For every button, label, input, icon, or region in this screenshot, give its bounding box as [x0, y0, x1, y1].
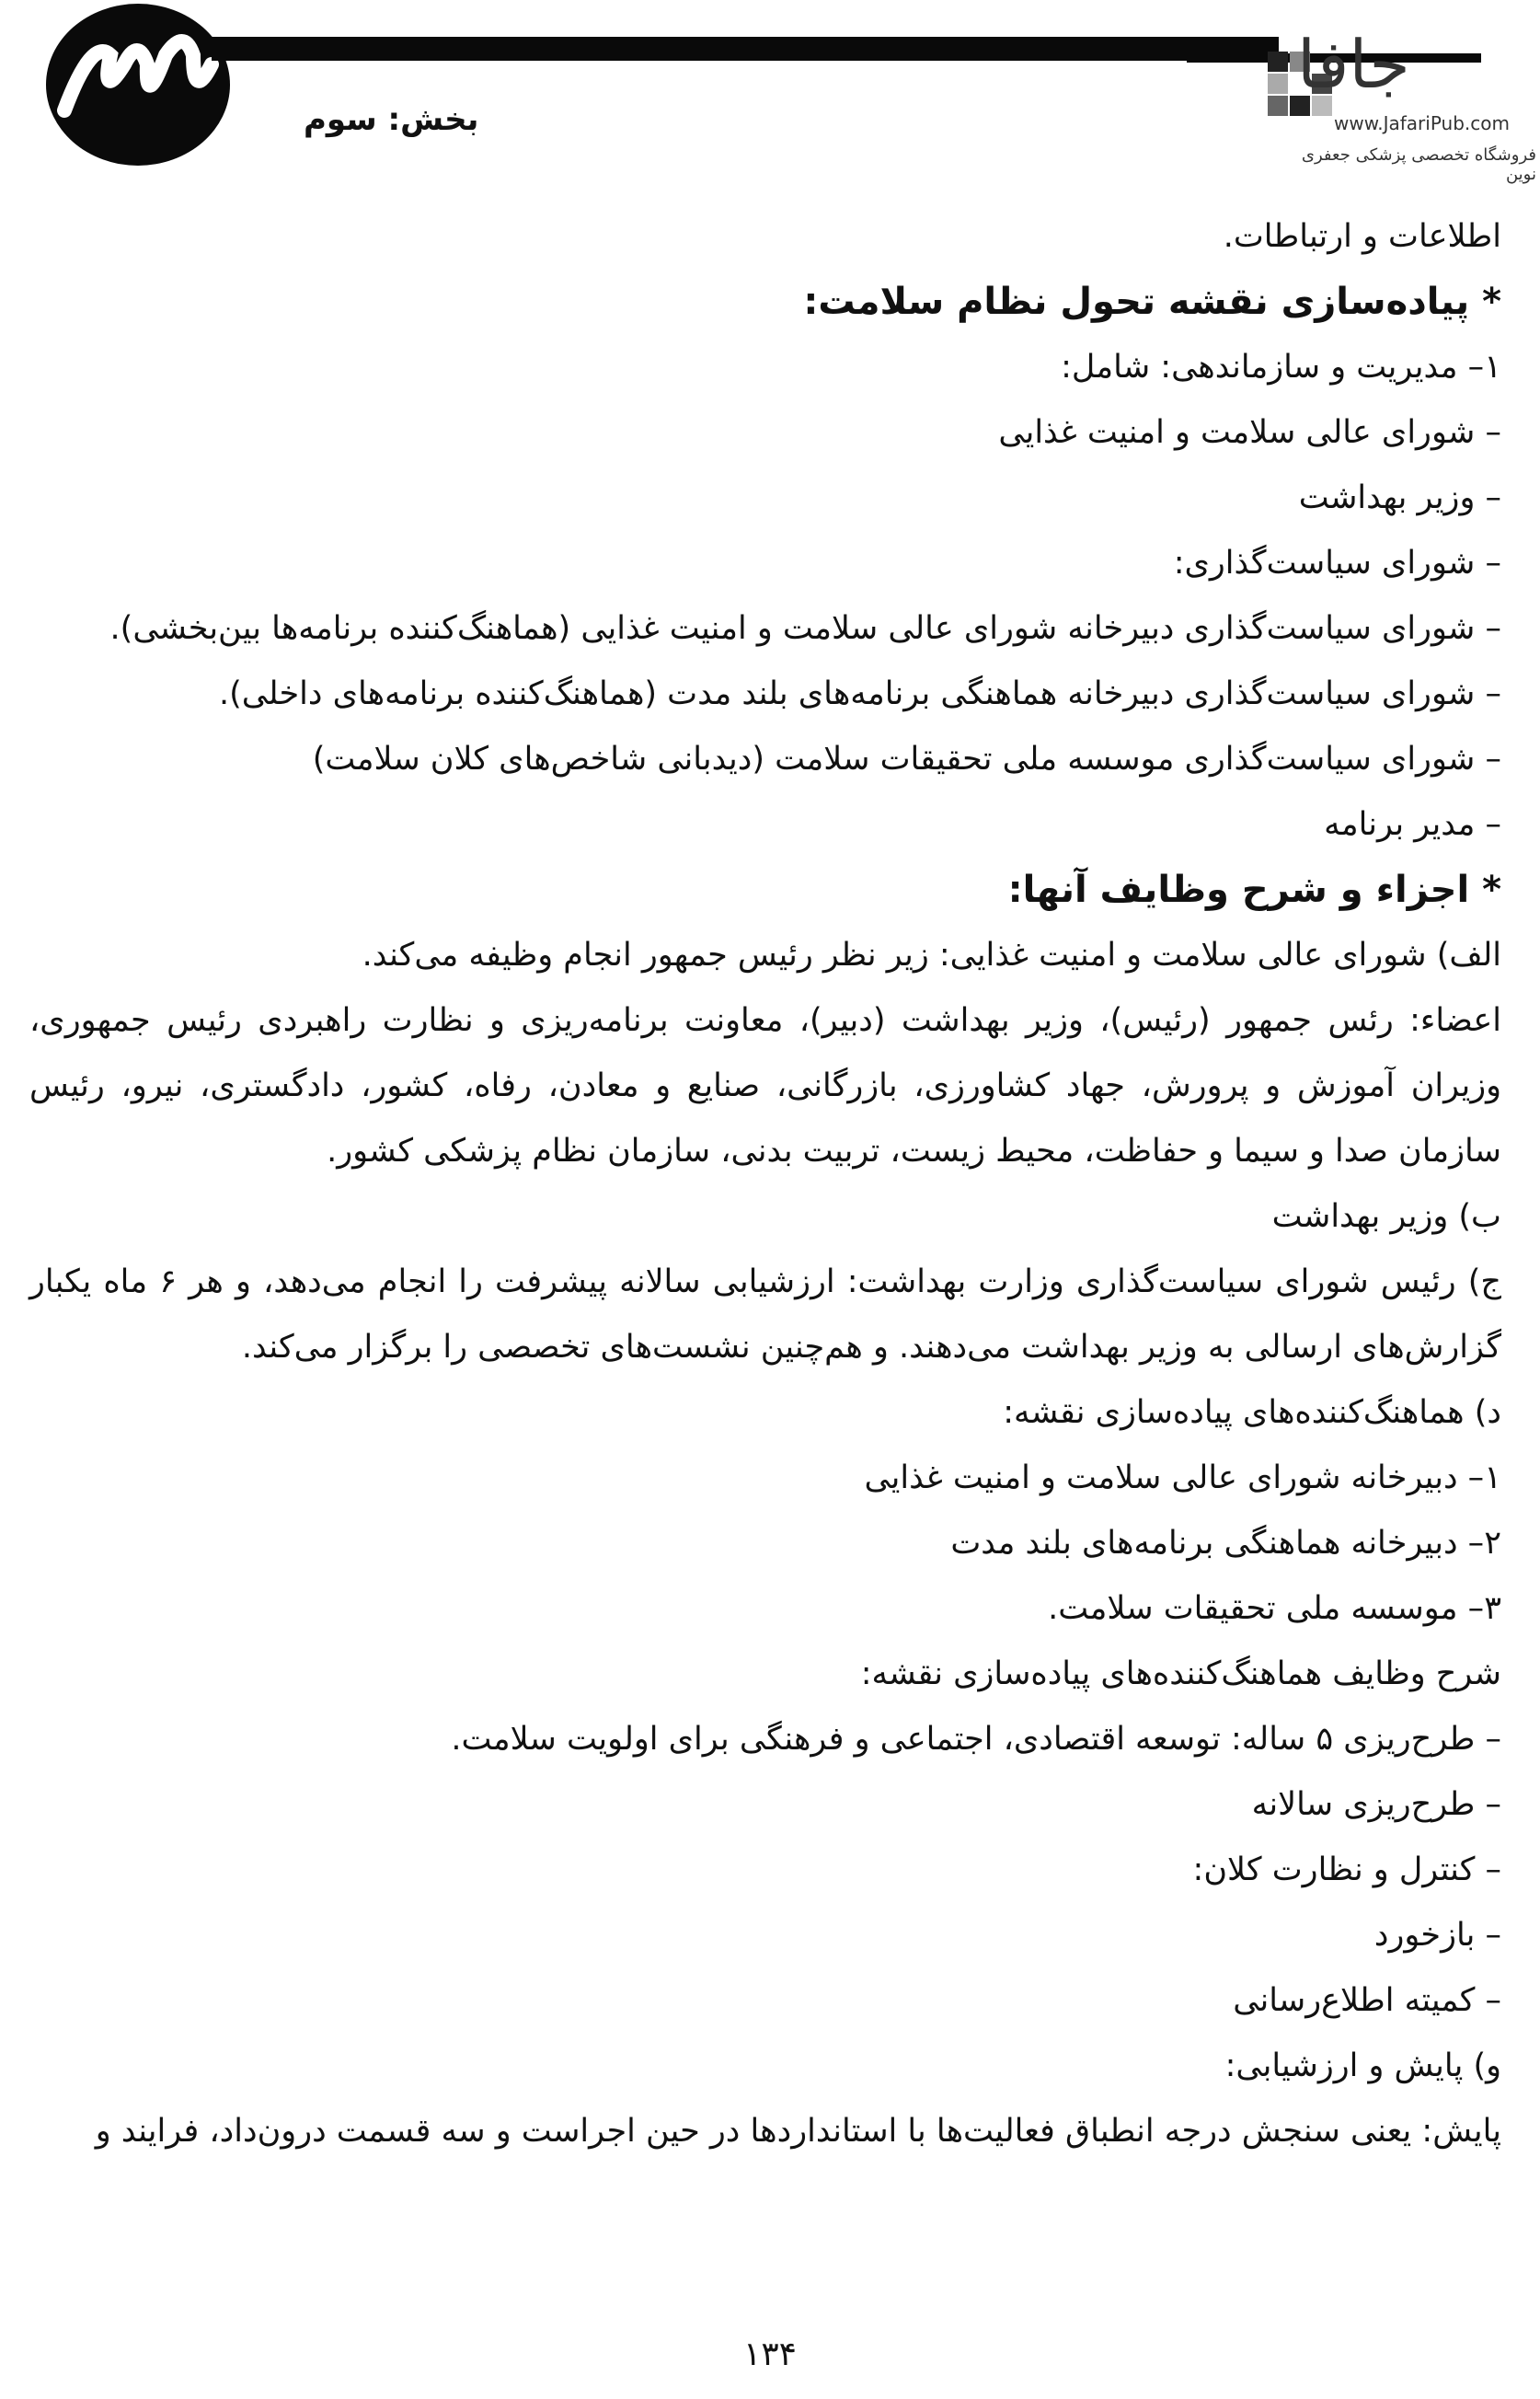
publisher-logo: جافا	[1297, 26, 1410, 103]
text-line: – مدیر برنامه	[1324, 806, 1501, 843]
text-line: د) هماهنگ‌کننده‌های پیاده‌سازی نقشه:	[1003, 1394, 1501, 1431]
text-line: و) پایش و ارزشیابی:	[1224, 2047, 1501, 2084]
page-header	[0, 0, 1540, 184]
text-line: ۳– موسسه ملی تحقیقات سلامت.	[1048, 1590, 1501, 1627]
text-line: – کنترل و نظارت کلان:	[1192, 1851, 1501, 1888]
text-line: – بازخورد	[1373, 1917, 1501, 1954]
text-line: – شورای عالی سلامت و امنیت غذایی	[998, 414, 1501, 451]
text-line: ۱– دبیرخانه شورای عالی سلامت و امنیت غذایی	[864, 1459, 1501, 1496]
page-number: ۱۳۴	[742, 2336, 797, 2373]
text-line: – طرح‌ریزی ۵ ساله: توسعه اقتصادی، اجتماعی و فرهنگی برای اولویت سلامت.	[451, 1721, 1501, 1758]
publisher-url: www.JafariPub.com	[1334, 112, 1510, 134]
text-line: – طرح‌ریزی سالانه	[1251, 1786, 1501, 1823]
page-body	[29, 204, 1501, 2164]
text-line: ج) رئیس شورای سیاست‌گذاری وزارت بهداشت: ارزشیابی سالانه پیشرفت را انجام می‌دهد، و هر ۶ ماه یکبار گزارش‌های ارسالی به وزیر بهداشت می‌دهند. و هم‌چنین نشست‌های تخصصی را برگزار می‌کند.	[29, 1263, 1501, 1366]
text-line: – شورای سیاست‌گذاری موسسه ملی تحقیقات سلامت (دیدبانی شاخص‌های کلان سلامت)	[312, 741, 1501, 778]
text-line: شرح وظایف هماهنگ‌کننده‌های پیاده‌سازی نقشه:	[860, 1655, 1501, 1692]
text-line: – شورای سیاست‌گذاری دبیرخانه شورای عالی سلامت و امنیت غذایی (هماهنگ‌کننده برنامه‌ها بین‌بخشی).	[109, 610, 1501, 647]
text-line: الف) شورای عالی سلامت و امنیت غذایی: زیر نظر رئیس جمهور انجام وظیفه می‌کند.	[362, 937, 1501, 974]
text-line: ب) وزیر بهداشت	[1271, 1198, 1501, 1235]
text-line: پایش: یعنی سنجش درجه انطباق فعالیت‌ها با استانداردها در حین اجراست و سه قسمت درون‌داد، فرایند و	[95, 2113, 1501, 2150]
text-line: اطلاعات و ارتباطات.	[1223, 218, 1501, 255]
text-line: – شورای سیاست‌گذاری:	[1173, 545, 1501, 582]
text-line: ۱– مدیریت و سازماندهی: شامل:	[1061, 349, 1501, 386]
text-line: – وزیر بهداشت	[1298, 479, 1501, 516]
text-line: – شورای سیاست‌گذاری دبیرخانه هماهنگی برنامه‌های بلند مدت (هماهنگ‌کننده برنامه‌های داخلی).	[218, 675, 1501, 712]
text-line: – کمیته اطلاع‌رسانی	[1233, 1982, 1501, 2019]
header-band	[212, 37, 1279, 61]
text-line: اعضاء: رئس جمهور (رئیس)، وزیر بهداشت (دبیر)، معاونت برنامه‌ریزی و نظارت راهبردی رئیس جمهوری، وزیران آموزش و پرورش، جهاد کشاورزی، بازرگانی، صنایع و معادن، رفاه، کشور، دادگستری، نیرو، رئیس سازمان صدا و سیما و حفاظت، محیط زیست، تربیت بدنی، سازمان نظام پزشکی کشور.	[29, 1002, 1501, 1170]
text-line: ۲– دبیرخانه هماهنگی برنامه‌های بلند مدت	[950, 1525, 1501, 1562]
publisher-tagline: فروشگاه تخصصی پزشکی جعفری نوین	[1301, 145, 1536, 184]
series-logo-icon	[37, 0, 276, 184]
section-heading: * اجزاء و شرح وظایف آنها:	[1007, 869, 1501, 911]
section-label: بخش: سوم	[304, 101, 479, 138]
section-heading: * پیاده‌سازی نقشه تحول نظام سلامت:	[803, 281, 1501, 323]
